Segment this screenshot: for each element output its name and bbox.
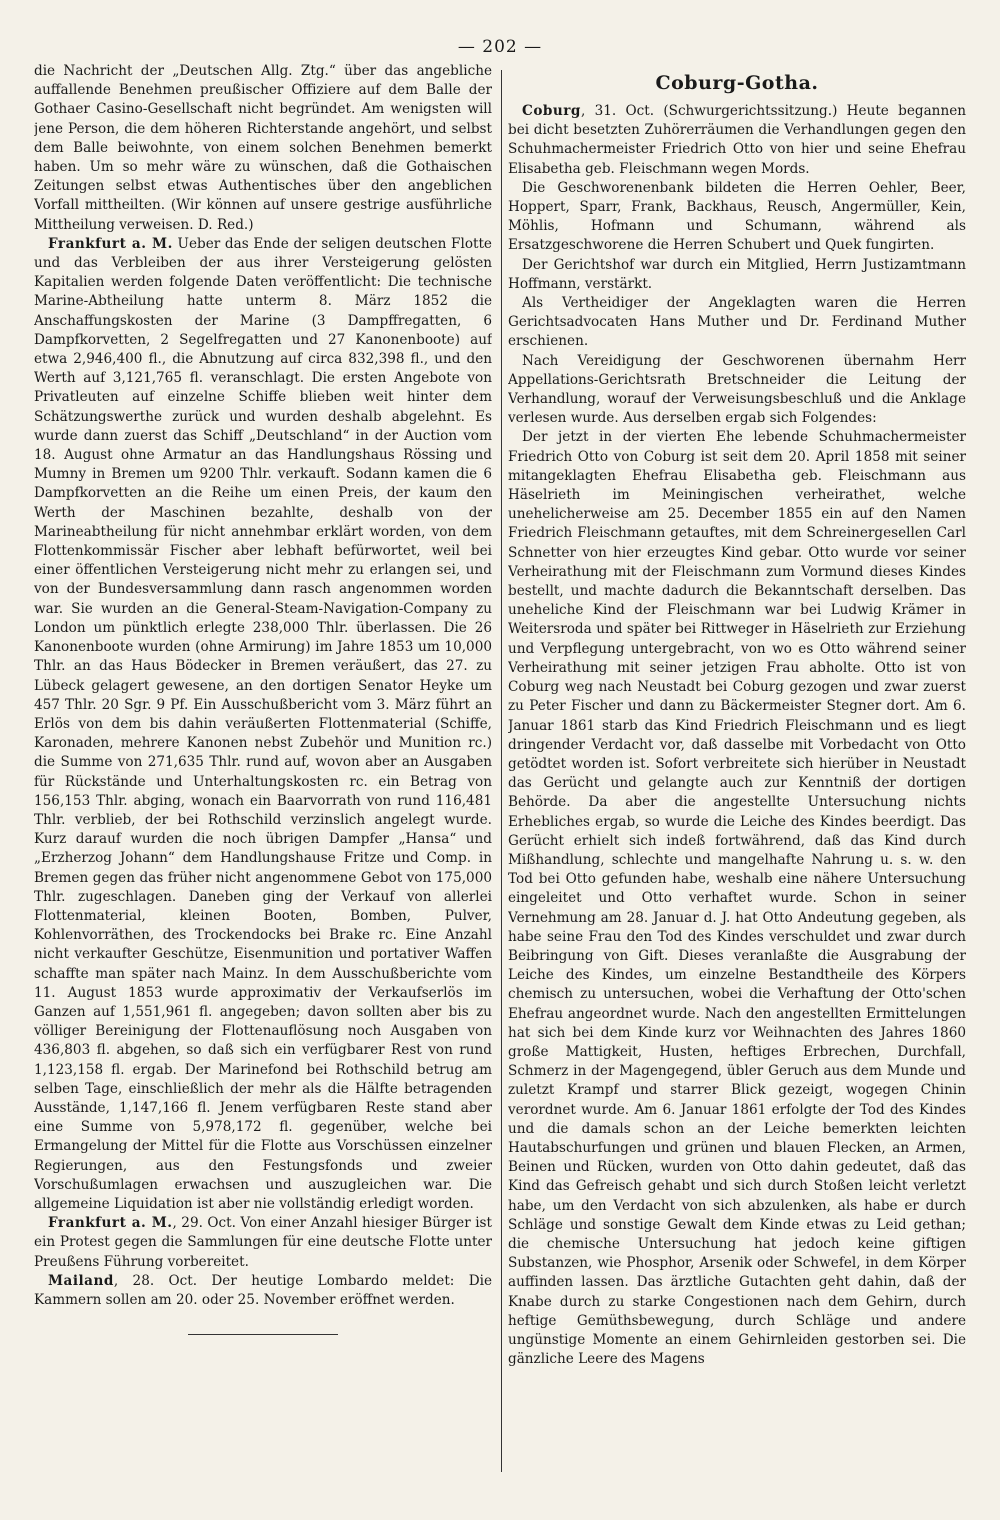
article-text: , 28. Oct. Der heutige Lombardo meldet: Die Kammern sollen am 20. oder 25. November eröffnet werden. <box>34 1272 492 1308</box>
dateline-place: Coburg <box>522 103 581 119</box>
end-rule <box>188 1334 338 1335</box>
right-paragraph-6: Der jetzt in der vierten Ehe lebende Schuhmachermeister Friedrich Otto von Coburg ist seit dem 20. April 1858 mit seiner mitangeklagten Ehefrau Elisabetha geb. Fleischmann aus Häselrieth im Meiningischen verheirathet, welche unehelicherweise am 25. December 1855 ein auf den Namen Friedrich Fleischmann getauftes, mit dem Schreinergesellen Carl Schnetter von hier erzeugtes Kind gebar. Otto wurde vor seiner Verheirathung mit der Fleischmann zum Vormund dieses Kindes bestellt, und machte dadurch die Bekanntschaft derselben. Das uneheliche Kind der Fleischmann war bei Ludwig Krämer in Weitersroda und später bei Rittweger in Häselrieth zur Erziehung und Verpflegung untergebracht, von wo es Otto während seiner Verheirathung mit seiner jetzigen Frau abholte. Otto ist von Coburg weg nach Neustadt bei Coburg gezogen und zwar zuerst zu Peter Fischer und dann zu Bäckermeister Stegner dort. Am 6. Januar 1861 starb das Kind Friedrich Fleischmann und es liegt dringender Verdacht vor, daß dasselbe mit Vorbedacht von Otto getödtet worden ist. Sofort verbreitete sich hierüber in Neustadt das Gerücht und gelangte auch zur Kenntniß der dortigen Behörde. Da aber die angestellte Untersuchung nichts Erhebliches ergab, so wurde die Leiche des Kindes beerdigt. Das Gerücht erhielt sich indeß fortwährend, daß das Kind durch Mißhandlung, schlechte und mangelhafte Nahrung u. s. w. den Tod bei Otto gefunden habe, weshalb eine nähere Untersuchung eingeleitet und Otto verhaftet wurde. Schon in seiner Vernehmung am 28. Januar d. J. hat Otto Andeutung gegeben, als habe seine Frau den Tod des Kindes verschuldet und zwar durch Beibringung von Gift. Dieses veranlaßte die Ausgrabung der Leiche des Kindes, um einzelne Bestandtheile des Körpers chemisch zu untersuchen, wobei die Verhaftung der Otto'schen Ehefrau angeordnet wurde. Nach den angestellten Ermittelungen hat sich bei dem Kinde kurz vor Weihnachten des Jahres 1860 große Mattigkeit, Husten, heftiges Erbrechen, Durchfall, Schmerz in der Magengegend, übler Geruch aus dem Munde und zuletzt Krampf und starrer Blick gezeigt, wogegen Chinin verordnet wurde. Am 6. Januar 1861 erfolgte der Tod des Kindes und die damals schon an der Leiche bemerkten leichten Hautabschurfungen und grünen und blauen Flecken, an Armen, Beinen und Rücken, wurden von Otto dahin gedeutet, daß das Kind das Gefreisch gehabt und sich durch Stoßen leicht verletzt habe, um den Verdacht von sich abzulenken, als habe er durch Schläge und sonstige Gewalt dem Kinde etwas zu Leid gethan; die chemische Untersuchung hat jedoch keine giftigen Substanzen, wie Phosphor, Arsenik oder Schwefel, in dem Körper auffinden lassen. Das ärztliche Gutachten geht dahin, daß der Knabe durch zu starke Congestionen nach dem Gehirn, durch heftige Gemüthsbewegung, durch Schläge und andere ungünstige Momente an einem Gehirnleiden gestorben sei. Die gänzliche Leere des Magens <box>508 429 966 1368</box>
article-text: , 31. Oct. (Schwurgerichtssitzung.) Heute begannen bei dicht besetzten Zuhörerräumen die Verhandlungen gegen den Schuhmachermeister Friedrich Otto von hier und seine Ehefrau Elisabetha geb. Fleischmann wegen Mords. <box>508 103 966 177</box>
left-paragraph-1: die Nachricht der „Deutschen Allg. Ztg.“ über das angebliche auffallende Benehmen preußischer Offiziere auf dem Balle der Gothaer Casino-Gesellschaft nicht begründet. Am wenigsten will jene Person, die dem höheren Richterstande angehört, und selbst dem Balle beiwohnte, von einem solchen Benehmen bemerkt haben. Um so mehr wäre zu wünschen, daß die Gothaischen Zeitungen selbst etwas Authentisches über den angeblichen Vorfall mittheilten. (Wir können auf unsere gestrige ausführliche Mittheilung verweisen. D. Red.) <box>34 63 492 233</box>
right-paragraph-3: Der Gerichtshof war durch ein Mitglied, Herrn Justizamtmann Hoffmann, verstärkt. <box>508 256 966 292</box>
left-paragraph-3 <box>34 1214 492 1272</box>
right-paragraph-5: Nach Vereidigung der Geschworenen übernahm Herr Appellations-Gerichtsrath Bretschneider die Leitung der Verhandlung, worauf der Verweisungsbeschluß und die Anklage verlesen wurde. Aus derselben ergab sich Folgendes: <box>508 352 966 427</box>
dateline-place: Frankfurt a. M. <box>48 1215 173 1232</box>
left-paragraph-4 <box>34 1272 492 1310</box>
right-paragraph-4: Als Vertheidiger der Angeklagten waren die Herren Gerichtsadvocaten Hans Muther und Dr. Ferdinand Muther erschienen. <box>508 295 966 350</box>
text-columns <box>34 62 966 1492</box>
page-number: — 202 — <box>457 37 543 57</box>
article-text: Ueber das Ende der seligen deutschen Flotte und das Verbleiben der aus ihrer Versteigerung gelösten Kapitalien werden folgende Daten veröffentlicht: Die technische Marine-Abtheilung hatte unterm 8. März 1852 die Anschaffungskosten der Marine (3 Dampffregatten, 6 Dampfkorvetten, 2 Segelfregatten und 27 Kanonenboote) auf etwa 2,946,400 fl., die Abnutzung auf circa 832,398 fl., und den Werth auf 3,121,765 fl. veranschlagt. Die ersten Angebote von Privatleuten auf einzelne Schiffe blieben weit hinter dem Schätzungswerthe zurück und wurden deshalb abgelehnt. Es wurde dann zuerst das Schiff „Deutschland“ in der Auction vom 18. August ohne Armatur an das Handlungshaus Rössing und Mumny in Bremen um 9200 Thlr. verkauft. Sodann kamen die 6 Dampfkorvetten an die Reihe um einen Preis, der kaum den Werth der Maschinen bezahlte, deshalb von der Marineabtheilung für nicht annehmbar erklärt worden, von dem Flottenkommissär Fischer aber lebhaft befürwortet, weil bei einer öffentlichen Versteigerung nicht mehr zu erlangen sei, und von der Bundesversammlung dann rasch angenommen worden war. Sie wurden an die General-Steam-Navigation-Company zu London um pünktlich erlegte 238,000 Thlr. überlassen. Die 26 Kanonenboote wurden (ohne Armirung) im Jahre 1853 um 10,000 Thlr. an das Haus Bödecker in Bremen veräußert, das 27. zu Lübeck gelagert gewesene, an den dortigen Senator Heyke um 457 Thlr. 20 Sgr. 9 Pf. Ein Ausschußbericht vom 3. März führt an Erlös von dem bis dahin veräußerten Flottenmaterial (Schiffe, Karonaden, mehrere Kanonen nebst Zubehör und Munition rc.) die Summe von 271,635 Thlr. rund auf, wovon aber an Ausgaben für Rückstände und Unterhaltungskosten rc. ein Betrag von 156,153 Thlr. abging, wonach ein Baarvorrath von rund 116,481 Thlr. verblieb, der bei Rothschild verzinslich angelegt wurde. Kurz darauf wurden die noch übrigen Dampfer „Hansa“ und „Erzherzog Johann“ dem Handlungshause Fritze und Comp. in Bremen gegen das früher nicht angenommene Gebot von 175,000 Thlr. zugeschlagen. Daneben ging der Verkauf von allerlei Flottenmaterial, kleinen Booten, Bomben, Pulver, Kohlenvorräthen, des Trockendocks bei Brake rc. Eine Anzahl nicht verkaufter Geschütze, Eisenmunition und portativer Waffen schaffte man später nach Mainz. In dem Ausschußberichte vom 11. August 1853 wurde approximativ der Verkaufserlös im Ganzen auf 1,551,961 fl. angegeben; davon sollten aber bis zu völliger Bereinigung der Flottenauflösung noch Ausgaben von 436,803 fl. abgehen, so daß sich ein verfügbarer Rest von rund 1,123,158 fl. ergab. Der Marinefond bei Rothschild betrug am selben Tage, einschließlich der mehr als die Hälfte betragenden Ausstände, 1,147,166 fl. Jenem verfügbaren Reste stand aber eine Summe von 5,978,172 fl. gegenüber, welche bei Ermangelung der Mittel für die Flotte aus Vorschüssen einzelner Regierungen, aus den Festungsfonds und zweier Vorschußumlagen erwachsen und auszugleichen war. Die allgemeine Liquidation ist aber nie vollständig erledigt worden. <box>34 235 492 1212</box>
article-text: , 29. Oct. Von einer Anzahl hiesiger Bürger ist ein Protest gegen die Sammlungen für eine deutsche Flotte unter Preußens Führung vorbereitet. <box>34 1215 492 1270</box>
left-column <box>34 62 492 1492</box>
left-paragraph-2 <box>34 235 492 1214</box>
right-column <box>508 62 966 1492</box>
right-paragraph-2: Die Geschworenenbank bildeten die Herren Oehler, Beer, Hoppert, Sparr, Frank, Backhaus, Reusch, Angermüller, Kein, Möhlis, Hofmann und Schumann, während als Ersatzgeschworene die Herren Schubert und Quek fungirten. <box>508 179 966 254</box>
right-paragraph-1 <box>508 102 966 179</box>
dateline-place: Mailand <box>48 1272 114 1289</box>
section-heading: Coburg-Gotha. <box>655 72 819 94</box>
dateline-place: Frankfurt a. M. <box>48 235 173 252</box>
column-divider <box>501 70 502 1472</box>
